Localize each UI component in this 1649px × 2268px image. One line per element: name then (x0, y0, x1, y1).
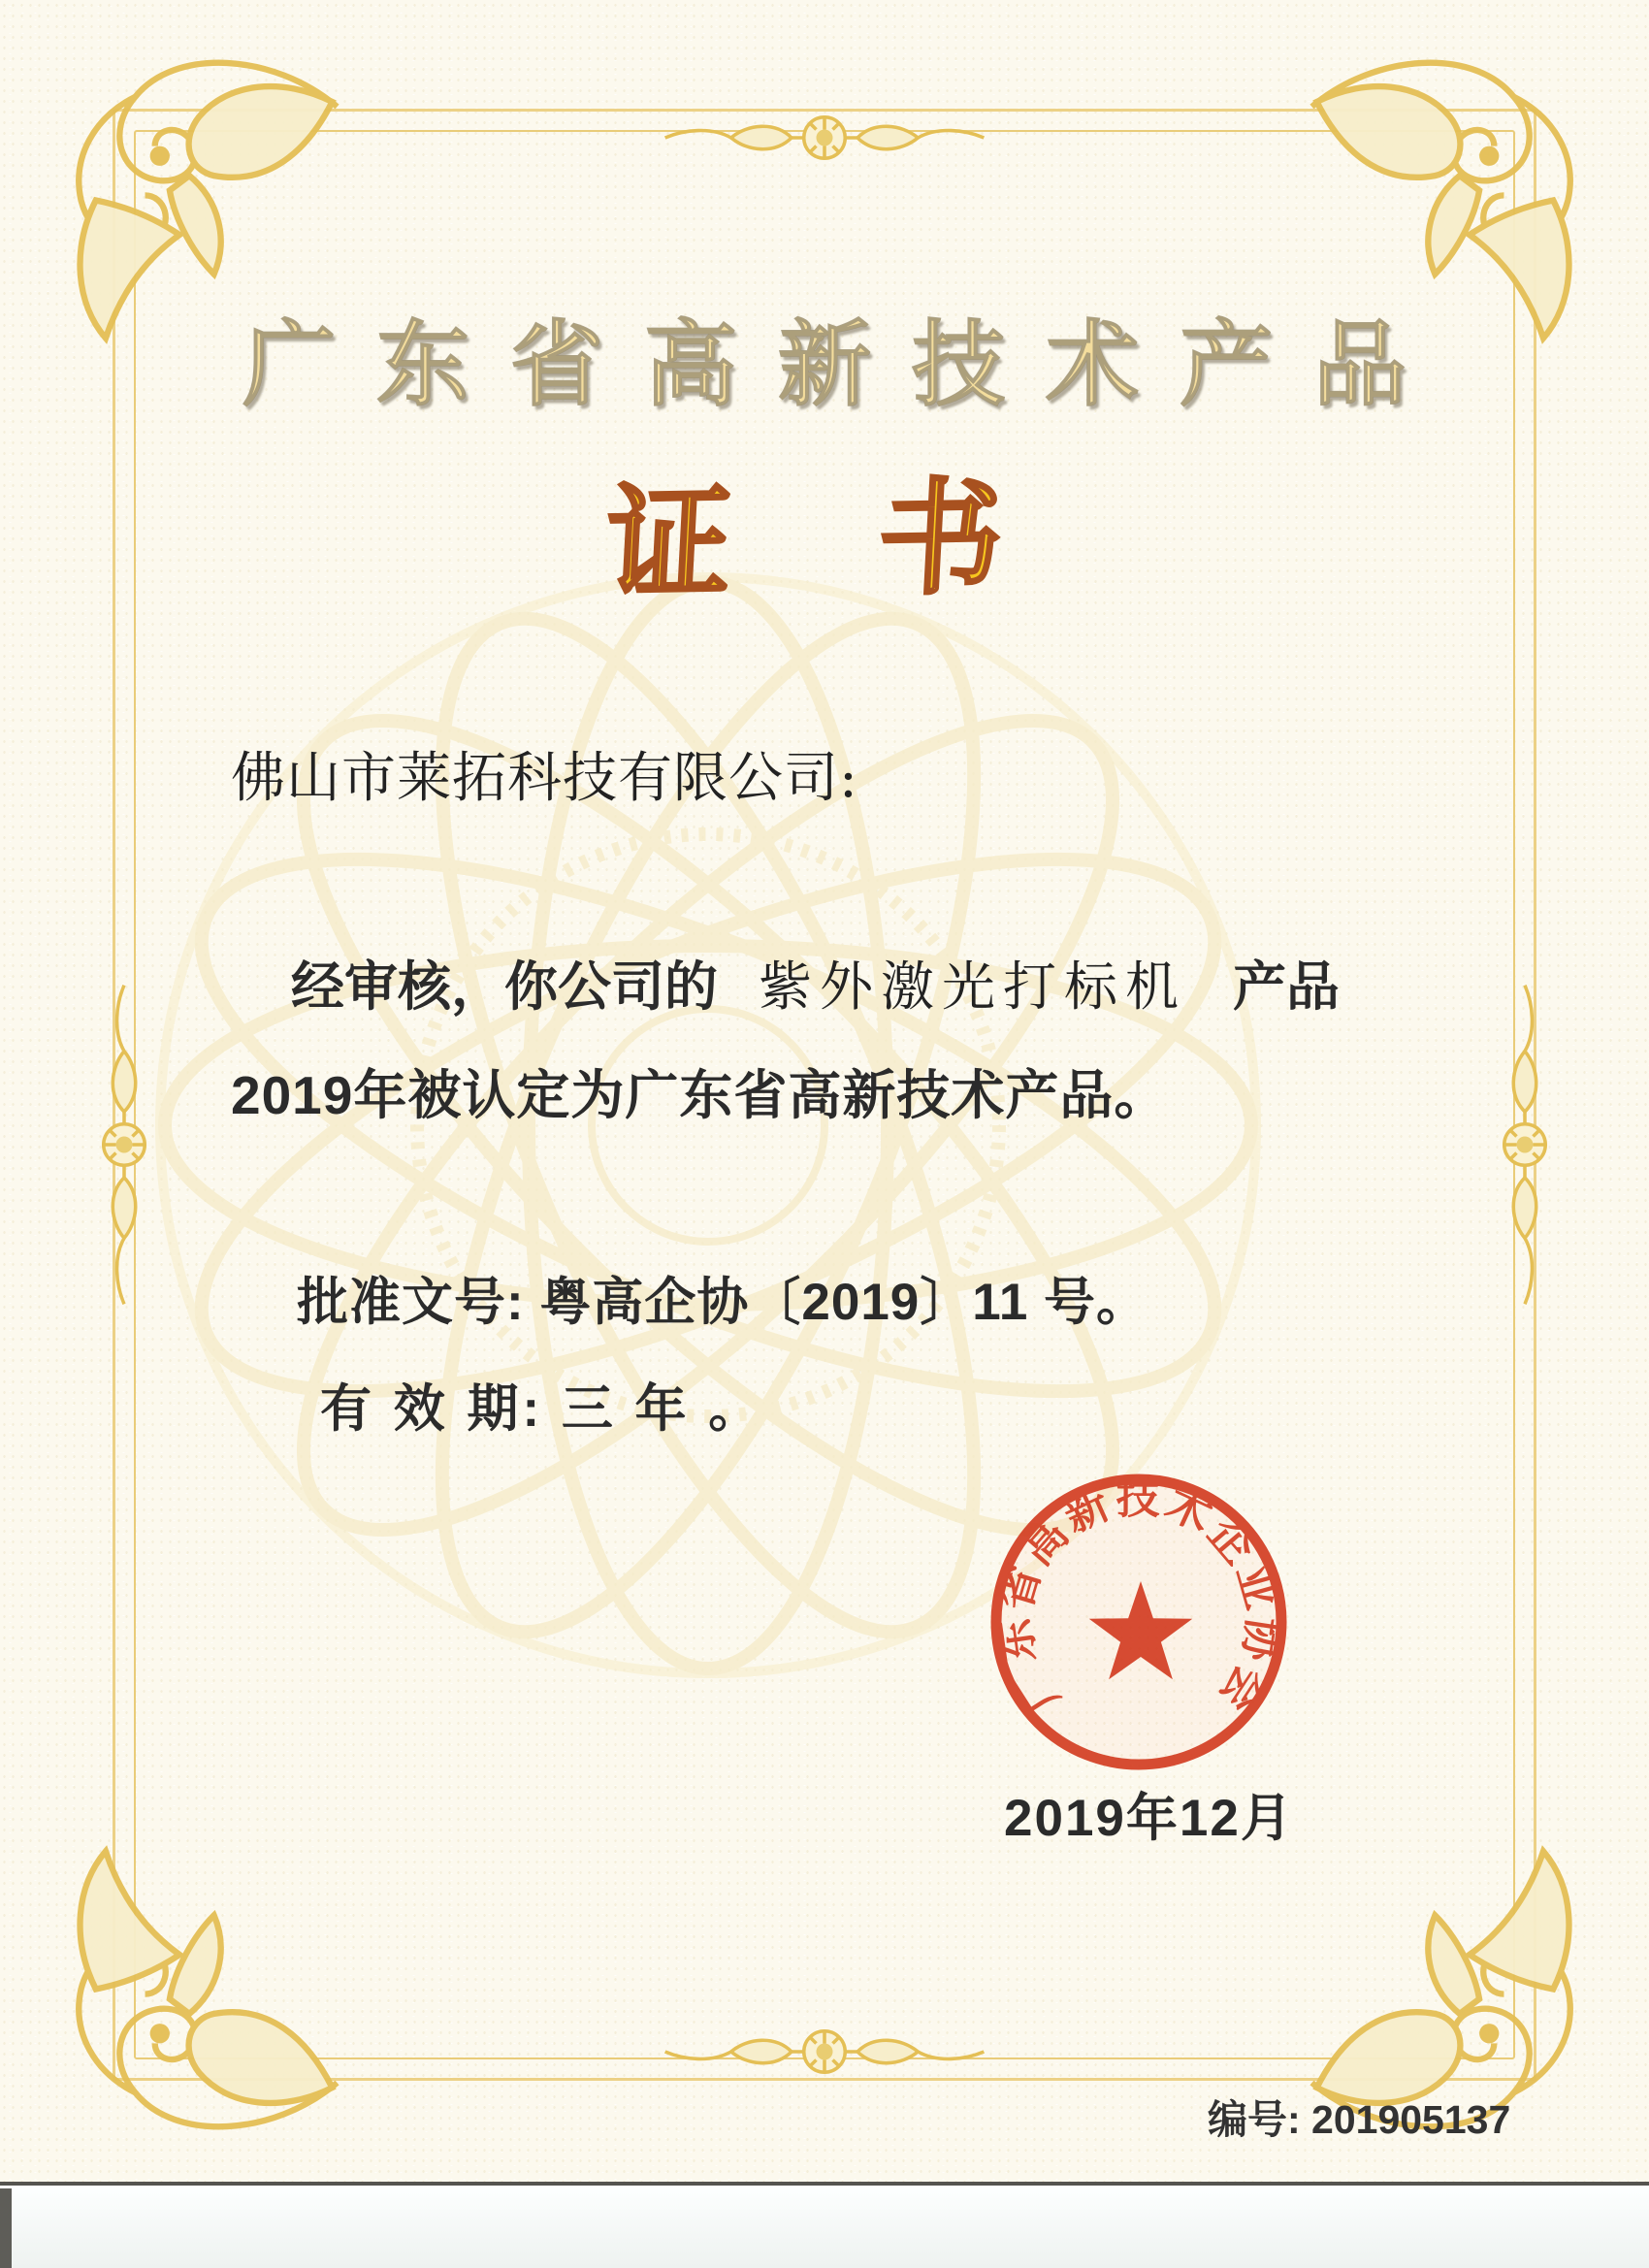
edge-ornament-right-icon (1496, 980, 1554, 1310)
edge-ornament-top-icon (660, 109, 989, 167)
serial-number: 编号: 201905137 (1208, 2097, 1511, 2142)
approval-number-line: 批准文号: 粤高企协〔2019〕11 号。 (297, 1274, 1149, 1331)
certificate-subtitle: 证 书 (602, 468, 1063, 615)
body-prefix: 经审核，你公司的 (291, 956, 719, 1017)
body-line-1 (291, 944, 1340, 1021)
scanner-edge-shadow (0, 2188, 12, 2268)
validity-line: 有 效 期: 三 年 。 (320, 1380, 764, 1438)
corner-ornament-bottom-left-icon (47, 1827, 367, 2147)
body-suffix: 产品 (1233, 956, 1341, 1017)
edge-ornament-left-icon (95, 980, 153, 1310)
body-line-2: 2019年被认定为广东省高新技术产品。 (231, 1065, 1169, 1125)
official-seal (986, 1469, 1298, 1781)
scanner-strip (0, 2182, 1649, 2268)
issue-date: 2019年12月 (1004, 1790, 1294, 1847)
certificate-title: 广东省高新技术产品 (242, 313, 1447, 417)
company-name: 佛山市莱拓科技有限公司: (231, 747, 858, 810)
seal-text: 广东省高新技术企业协会 (988, 1473, 1289, 1723)
edge-ornament-bottom-icon (660, 2023, 989, 2081)
product-name: 紫外激光打标机 (759, 956, 1187, 1018)
